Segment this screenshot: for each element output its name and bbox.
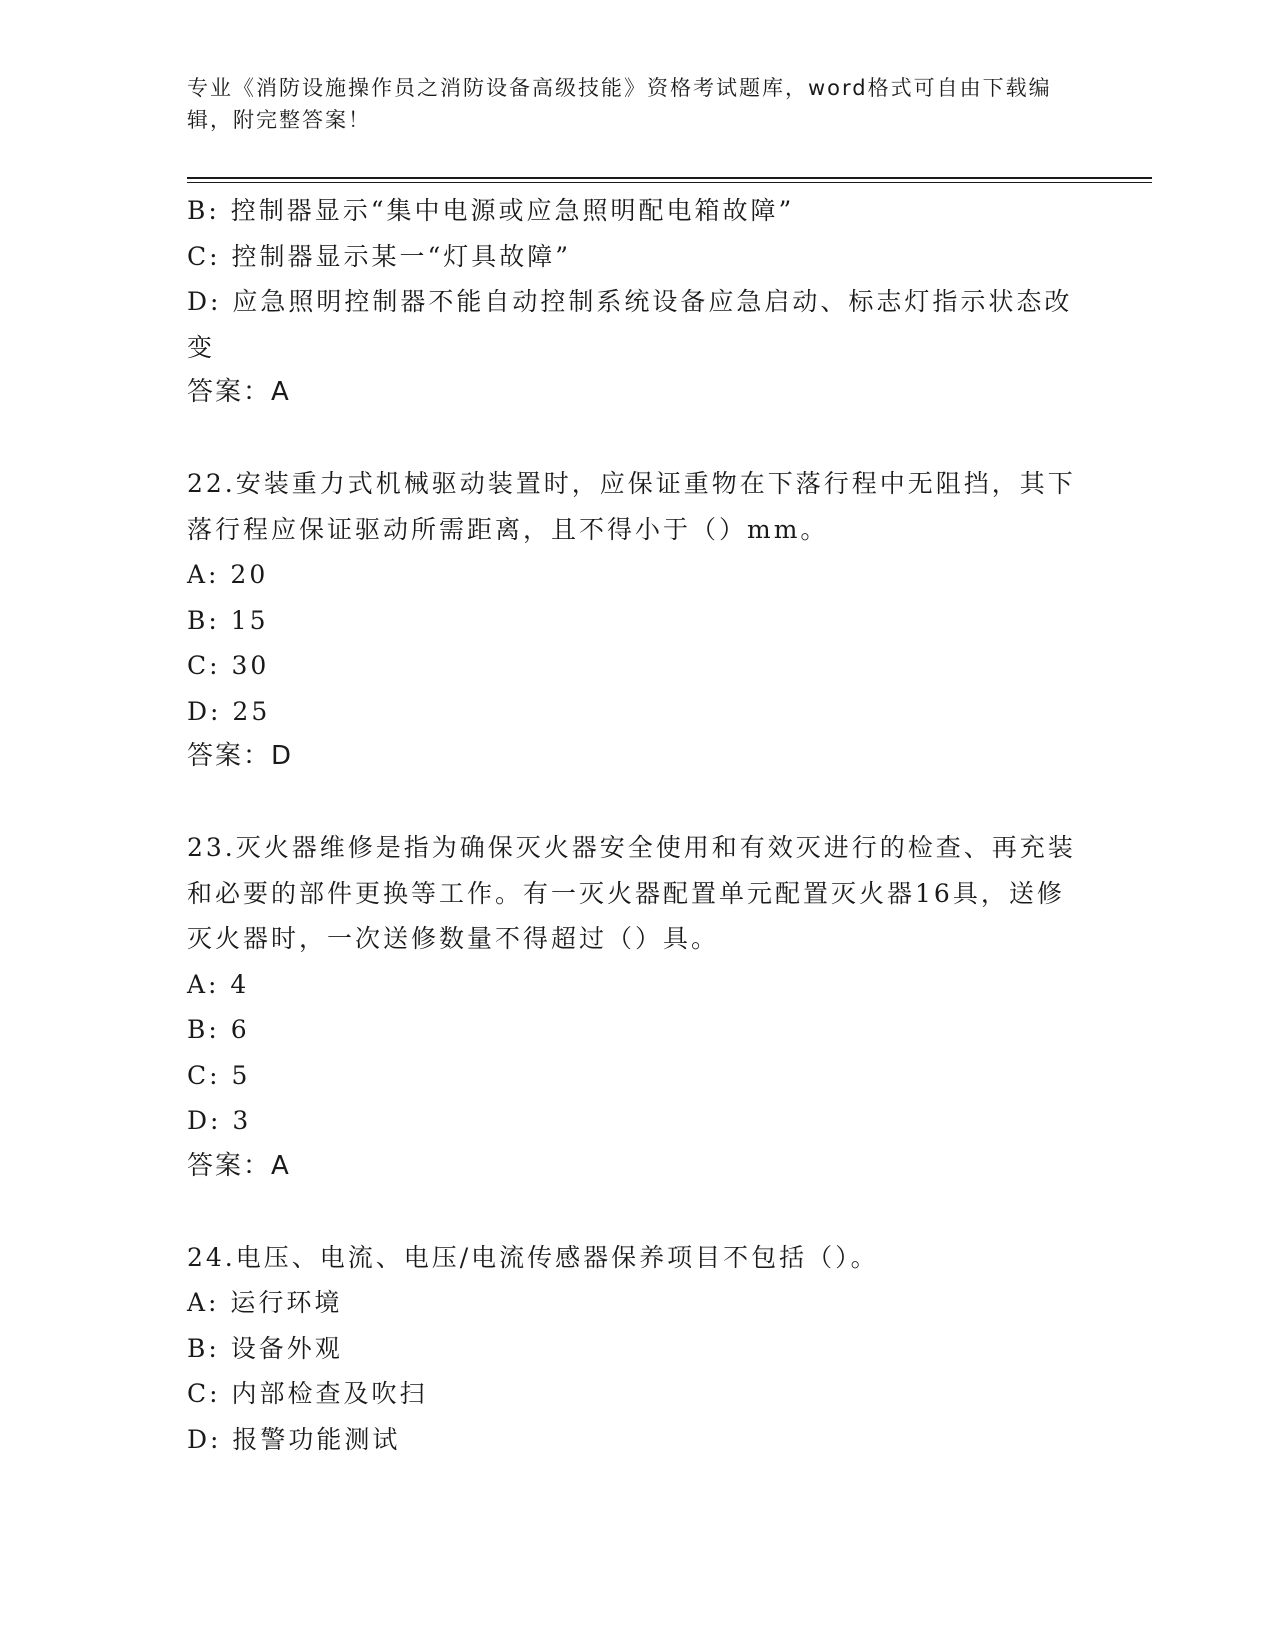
option-b: B: 控制器显示“集中电源或应急照明配电箱故障”: [187, 196, 795, 225]
answer-line: 答案：A: [187, 377, 291, 407]
header-divider-thin: [187, 182, 1152, 183]
option-d: D: 25: [187, 696, 271, 726]
document-body: [187, 188, 1077, 1462]
question-24: [187, 1235, 1077, 1463]
question-stem: 22.安装重力式机械驱动装置时，应保证重物在下落行程中无阻挡，其下落行程应保证驱动所需距离，且不得小于（）mm。: [187, 469, 1076, 544]
option-b: B: 6: [187, 1015, 250, 1044]
spacer: [187, 780, 1077, 826]
question-stem: 24.电压、电流、电压/电流传感器保养项目不包括（）。: [187, 1242, 879, 1272]
option-a: A: 4: [187, 969, 250, 999]
spacer: [187, 1189, 1077, 1235]
option-d: D: 3: [187, 1106, 252, 1135]
option-b: B: 设备外观: [187, 1333, 343, 1363]
header-divider-thick: [187, 177, 1152, 179]
answer-line: 答案：A: [187, 1150, 291, 1181]
question-23: [187, 825, 1077, 1189]
answer-line: 答案：D: [187, 741, 294, 771]
spacer: [187, 416, 1077, 462]
document-header: 专业《消防设施操作员之消防设备高级技能》资格考试题库，word格式可自由下载编辑，附完整答案！: [187, 76, 1052, 132]
question-22: [187, 461, 1077, 780]
option-c: C: 5: [187, 1060, 251, 1090]
question-stem: 23.灭火器维修是指为确保灭火器安全使用和有效灭进行的检查、再充装和必要的部件更换等工作。有一灭火器配置单元配置灭火器16具，送修灭火器时，一次送修数量不得超过（）具。: [187, 833, 1076, 953]
option-a: A: 运行环境: [187, 1288, 343, 1317]
option-b: B: 15: [187, 605, 269, 635]
option-d: D: 应急照明控制器不能自动控制系统设备应急启动、标志灯指示状态改变: [187, 287, 1073, 362]
option-a: A: 20: [187, 560, 269, 589]
option-d: D: 报警功能测试: [187, 1424, 401, 1454]
option-c: C: 30: [187, 651, 270, 680]
previous-question: [187, 188, 1077, 416]
option-c: C: 内部检查及吹扫: [187, 1379, 428, 1408]
option-c: C: 控制器显示某一“灯具故障”: [187, 241, 572, 271]
